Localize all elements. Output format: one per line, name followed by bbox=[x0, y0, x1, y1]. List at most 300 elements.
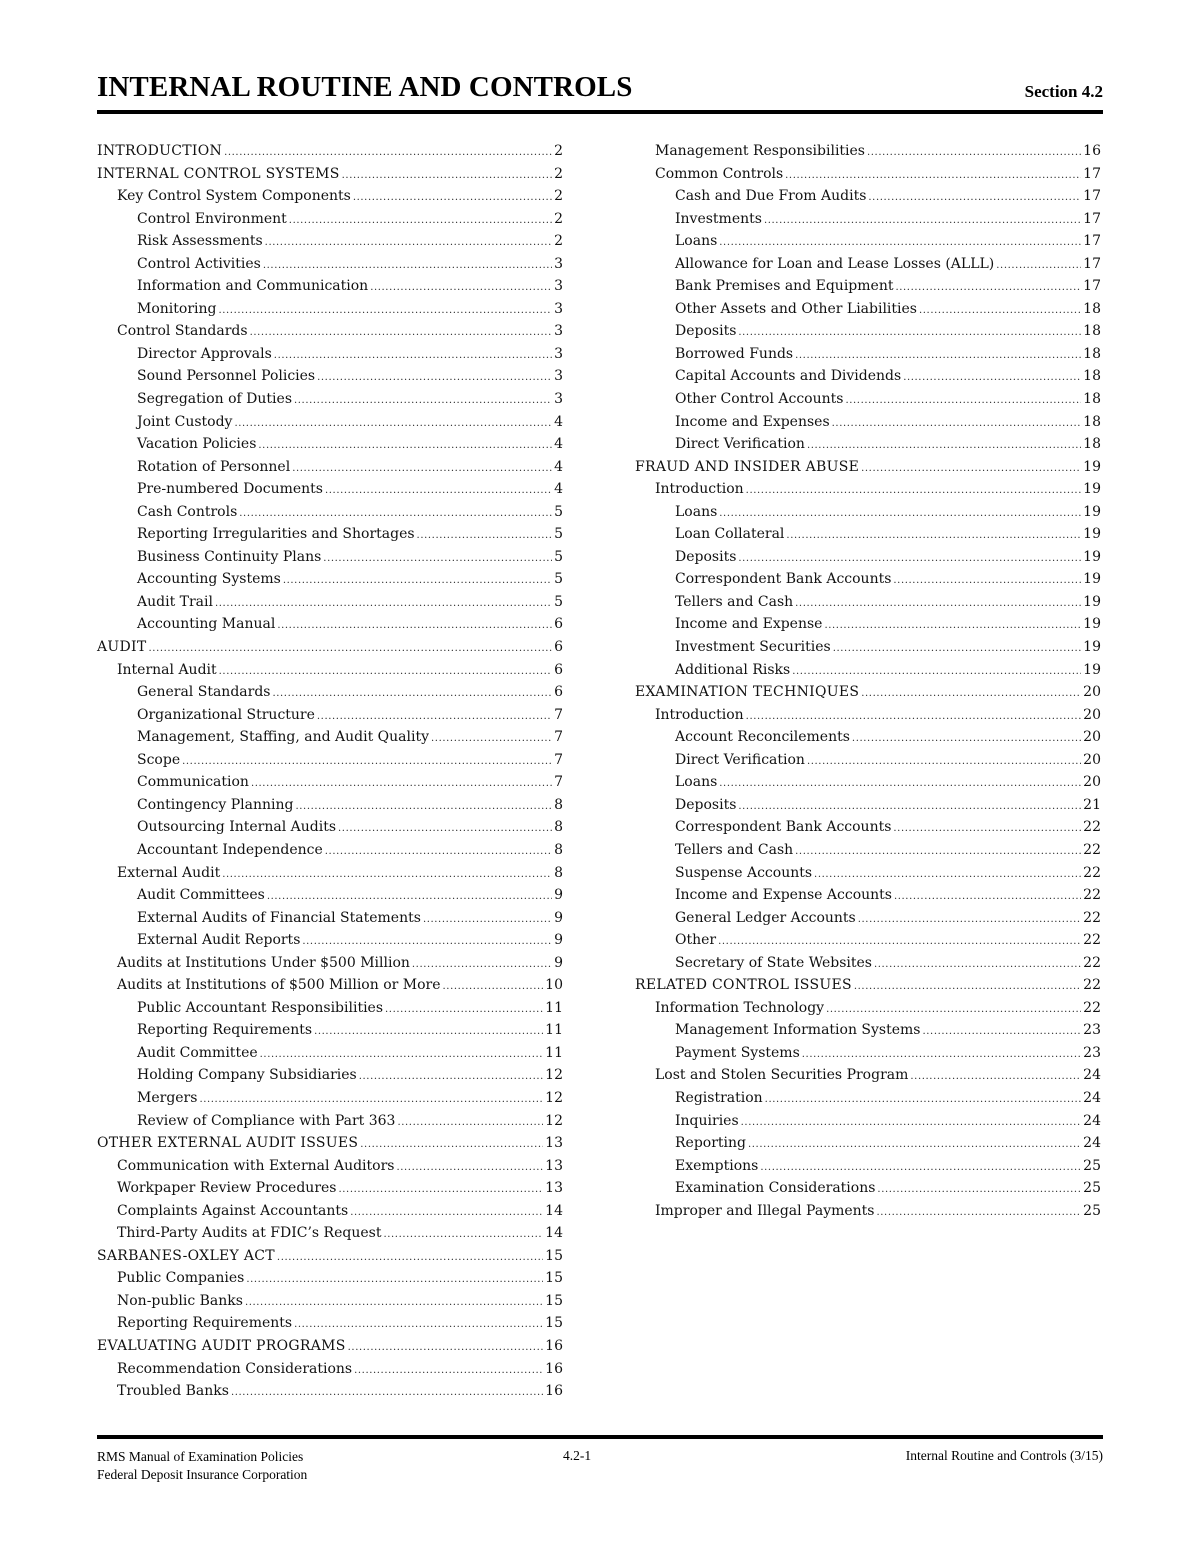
toc-entry-page: 7 bbox=[554, 751, 563, 768]
toc-leader-dots bbox=[893, 823, 1081, 834]
toc-entry[interactable] bbox=[97, 639, 563, 662]
toc-leader-dots bbox=[338, 823, 552, 834]
toc-leader-dots bbox=[370, 282, 552, 293]
toc-leader-dots bbox=[903, 372, 1081, 383]
toc-entry[interactable] bbox=[635, 594, 1101, 617]
toc-entry[interactable] bbox=[635, 143, 1101, 166]
toc-entry[interactable] bbox=[635, 887, 1101, 910]
toc-entry-label: Audits at Institutions Under $500 Million bbox=[117, 954, 410, 971]
toc-entry[interactable] bbox=[635, 774, 1101, 797]
toc-entry-page: 7 bbox=[554, 729, 563, 746]
toc-entry-label: Correspondent Bank Accounts bbox=[675, 819, 892, 836]
toc-leader-dots bbox=[874, 959, 1081, 970]
toc-entry[interactable] bbox=[635, 1135, 1101, 1158]
toc-entry[interactable] bbox=[635, 1067, 1101, 1090]
toc-leader-dots bbox=[867, 147, 1081, 158]
toc-leader-dots bbox=[250, 327, 553, 338]
toc-entry-label: Income and Expenses bbox=[675, 413, 830, 430]
toc-leader-dots bbox=[760, 1162, 1081, 1173]
toc-entry[interactable] bbox=[97, 955, 563, 978]
toc-leader-dots bbox=[785, 170, 1081, 181]
toc-entry[interactable] bbox=[635, 346, 1101, 369]
toc-entry[interactable] bbox=[635, 910, 1101, 933]
toc-entry[interactable] bbox=[97, 1180, 563, 1203]
toc-entry[interactable] bbox=[97, 662, 563, 685]
toc-entry-page: 4 bbox=[554, 458, 563, 475]
toc-leader-dots bbox=[833, 643, 1081, 654]
toc-entry-label: INTERNAL CONTROL SYSTEMS bbox=[97, 165, 340, 182]
toc-entry-page: 3 bbox=[554, 391, 563, 408]
toc-entry-page: 6 bbox=[554, 661, 563, 678]
toc-entry-label: Allowance for Loan and Lease Losses (ALLL) bbox=[675, 255, 995, 272]
toc-entry-label: Review of Compliance with Part 363 bbox=[137, 1112, 396, 1129]
toc-entry-label: Improper and Illegal Payments bbox=[655, 1202, 875, 1219]
toc-entry[interactable] bbox=[635, 729, 1101, 752]
footer-page-number: 4.2-1 bbox=[563, 1448, 592, 1463]
toc-entry[interactable] bbox=[97, 797, 563, 820]
toc-entry[interactable] bbox=[635, 166, 1101, 189]
toc-entry[interactable] bbox=[97, 932, 563, 955]
toc-entry-label: Mergers bbox=[137, 1089, 198, 1106]
toc-entry-page: 18 bbox=[1083, 368, 1101, 385]
toc-entry-label: Tellers and Cash bbox=[675, 841, 794, 858]
toc-leader-dots bbox=[267, 891, 552, 902]
toc-entry-page: 11 bbox=[545, 999, 563, 1016]
toc-entry[interactable] bbox=[635, 616, 1101, 639]
toc-entry[interactable] bbox=[635, 1045, 1101, 1068]
toc-entry-page: 22 bbox=[1083, 887, 1101, 904]
toc-leader-dots bbox=[289, 215, 552, 226]
toc-entry[interactable] bbox=[97, 684, 563, 707]
toc-entry[interactable] bbox=[97, 1203, 563, 1226]
toc-entry-page: 8 bbox=[554, 864, 563, 881]
toc-entry-page: 19 bbox=[1083, 548, 1101, 565]
toc-entry-page: 15 bbox=[545, 1247, 563, 1264]
toc-entry-page: 17 bbox=[1083, 233, 1101, 250]
toc-entry[interactable] bbox=[635, 459, 1101, 482]
toc-entry-page: 7 bbox=[554, 774, 563, 791]
toc-entry[interactable] bbox=[635, 526, 1101, 549]
toc-entry-page: 3 bbox=[554, 368, 563, 385]
toc-entry-page: 14 bbox=[545, 1202, 563, 1219]
toc-leader-dots bbox=[718, 936, 1081, 947]
toc-entry[interactable] bbox=[97, 1067, 563, 1090]
toc-entry[interactable] bbox=[635, 977, 1101, 1000]
toc-entry-label: FRAUD AND INSIDER ABUSE bbox=[635, 458, 860, 475]
toc-entry[interactable] bbox=[97, 1000, 563, 1023]
toc-entry[interactable] bbox=[97, 1045, 563, 1068]
toc-entry[interactable] bbox=[97, 346, 563, 369]
toc-leader-dots bbox=[852, 733, 1081, 744]
toc-entry[interactable] bbox=[635, 504, 1101, 527]
toc-leader-dots bbox=[814, 869, 1081, 880]
toc-leader-dots bbox=[245, 1297, 543, 1308]
toc-entry[interactable] bbox=[635, 278, 1101, 301]
toc-entry-label: Income and Expense bbox=[675, 616, 823, 633]
toc-leader-dots bbox=[323, 553, 552, 564]
toc-entry-page: 9 bbox=[554, 909, 563, 926]
toc-entry[interactable] bbox=[97, 301, 563, 324]
toc-entry[interactable] bbox=[635, 549, 1101, 572]
toc-entry-page: 19 bbox=[1083, 571, 1101, 588]
toc-entry-page: 20 bbox=[1083, 751, 1101, 768]
toc-leader-dots bbox=[224, 147, 552, 158]
toc-entry-page: 14 bbox=[545, 1225, 563, 1242]
toc-entry[interactable] bbox=[97, 1383, 563, 1406]
toc-entry-page: 15 bbox=[545, 1292, 563, 1309]
toc-entry-label: Vacation Policies bbox=[137, 436, 257, 453]
toc-leader-dots bbox=[845, 395, 1081, 406]
toc-entry[interactable] bbox=[97, 549, 563, 572]
toc-leader-dots bbox=[795, 598, 1081, 609]
toc-leader-dots bbox=[877, 1207, 1082, 1218]
toc-entry[interactable] bbox=[97, 842, 563, 865]
toc-entry-label: Reporting bbox=[675, 1135, 746, 1152]
toc-entry[interactable] bbox=[635, 571, 1101, 594]
toc-entry[interactable] bbox=[97, 616, 563, 639]
toc-entry[interactable] bbox=[97, 774, 563, 797]
toc-entry[interactable] bbox=[97, 481, 563, 504]
toc-leader-dots bbox=[325, 846, 552, 857]
toc-entry-label: Loans bbox=[675, 774, 718, 791]
toc-leader-dots bbox=[383, 1229, 543, 1240]
toc-leader-dots bbox=[858, 914, 1081, 925]
toc-entry-page: 4 bbox=[554, 481, 563, 498]
toc-entry-page: 22 bbox=[1083, 864, 1101, 881]
toc-entry[interactable] bbox=[635, 1180, 1101, 1203]
toc-entry-label: Audits at Institutions of $500 Million or More bbox=[117, 977, 441, 994]
toc-entry-page: 5 bbox=[554, 526, 563, 543]
toc-entry-page: 25 bbox=[1083, 1202, 1101, 1219]
toc-entry-page: 18 bbox=[1083, 345, 1101, 362]
toc-entry[interactable] bbox=[635, 797, 1101, 820]
toc-entry[interactable] bbox=[635, 1000, 1101, 1023]
toc-entry-page: 17 bbox=[1083, 210, 1101, 227]
toc-entry-label: Introduction bbox=[655, 481, 744, 498]
toc-entry-label: Introduction bbox=[655, 706, 744, 723]
toc-entry[interactable] bbox=[97, 1293, 563, 1316]
toc-leader-dots bbox=[765, 1094, 1082, 1105]
toc-entry-label: Contingency Planning bbox=[137, 796, 294, 813]
toc-entry[interactable] bbox=[97, 977, 563, 1000]
toc-entry-label: Sound Personnel Policies bbox=[137, 368, 316, 385]
toc-entry[interactable] bbox=[97, 1090, 563, 1113]
toc-entry[interactable] bbox=[635, 256, 1101, 279]
toc-leader-dots bbox=[868, 192, 1081, 203]
toc-entry[interactable] bbox=[635, 301, 1101, 324]
toc-entry-label: Bank Premises and Equipment bbox=[675, 278, 894, 295]
toc-entry-label: Investments bbox=[675, 210, 762, 227]
toc-entry-label: Recommendation Considerations bbox=[117, 1360, 353, 1377]
toc-entry[interactable] bbox=[635, 233, 1101, 256]
toc-leader-dots bbox=[741, 1117, 1082, 1128]
toc-leader-dots bbox=[353, 192, 552, 203]
toc-leader-dots bbox=[239, 508, 552, 519]
toc-entry-label: Audit Trail bbox=[137, 593, 213, 610]
toc-entry[interactable] bbox=[97, 1135, 563, 1158]
toc-entry-label: Troubled Banks bbox=[117, 1383, 229, 1400]
toc-entry[interactable] bbox=[97, 211, 563, 234]
toc-entry-page: 19 bbox=[1083, 526, 1101, 543]
toc-leader-dots bbox=[218, 305, 552, 316]
toc-entry-label: Loan Collateral bbox=[675, 526, 785, 543]
toc-leader-dots bbox=[222, 869, 552, 880]
toc-leader-dots bbox=[795, 350, 1081, 361]
toc-entry[interactable] bbox=[97, 1270, 563, 1293]
toc-entry[interactable] bbox=[97, 504, 563, 527]
toc-leader-dots bbox=[260, 1049, 544, 1060]
toc-entry-label: Suspense Accounts bbox=[675, 864, 813, 881]
toc-entry-page: 25 bbox=[1083, 1157, 1101, 1174]
toc-entry-label: Deposits bbox=[675, 323, 737, 340]
toc-entry-page: 11 bbox=[545, 1022, 563, 1039]
toc-entry-label: Audit Committee bbox=[137, 1044, 258, 1061]
toc-entry-label: Capital Accounts and Dividends bbox=[675, 368, 902, 385]
toc-entry-label: External Audit Reports bbox=[137, 932, 301, 949]
toc-entry[interactable] bbox=[97, 526, 563, 549]
toc-entry[interactable] bbox=[635, 414, 1101, 437]
toc-entry[interactable] bbox=[97, 256, 563, 279]
toc-entry-page: 18 bbox=[1083, 300, 1101, 317]
toc-entry[interactable] bbox=[635, 1203, 1101, 1226]
toc-entry[interactable] bbox=[97, 166, 563, 189]
toc-entry-page: 19 bbox=[1083, 503, 1101, 520]
toc-entry[interactable] bbox=[97, 436, 563, 459]
toc-entry[interactable] bbox=[97, 1315, 563, 1338]
toc-entry[interactable] bbox=[97, 707, 563, 730]
toc-entry[interactable] bbox=[635, 436, 1101, 459]
toc-leader-dots bbox=[719, 778, 1081, 789]
toc-leader-dots bbox=[234, 418, 552, 429]
toc-leader-dots bbox=[738, 801, 1081, 812]
toc-entry[interactable] bbox=[635, 481, 1101, 504]
toc-entry[interactable] bbox=[97, 571, 563, 594]
toc-entry-page: 5 bbox=[554, 571, 563, 588]
toc-entry-label: Complaints Against Accountants bbox=[117, 1202, 349, 1219]
section-number: Section 4.2 bbox=[1024, 82, 1103, 101]
toc-leader-dots bbox=[385, 1004, 543, 1015]
toc-entry[interactable] bbox=[97, 1022, 563, 1045]
toc-entry-label: Scope bbox=[137, 751, 181, 768]
page-header bbox=[97, 70, 1103, 114]
toc-entry-page: 22 bbox=[1083, 909, 1101, 926]
toc-leader-dots bbox=[910, 1071, 1081, 1082]
toc-entry-page: 6 bbox=[554, 616, 563, 633]
toc-leader-dots bbox=[359, 1071, 543, 1082]
toc-entry-label: Common Controls bbox=[655, 165, 784, 182]
toc-entry-label: Business Continuity Plans bbox=[137, 548, 322, 565]
toc-entry-label: Control Activities bbox=[137, 255, 261, 272]
toc-entry[interactable] bbox=[97, 233, 563, 256]
toc-entry-page: 19 bbox=[1083, 661, 1101, 678]
toc-entry-label: Other bbox=[675, 932, 717, 949]
toc-entry-page: 4 bbox=[554, 436, 563, 453]
toc-entry-label: Audit Committees bbox=[137, 887, 265, 904]
toc-entry-page: 3 bbox=[554, 345, 563, 362]
toc-entry-label: External Audit bbox=[117, 864, 221, 881]
toc-entry[interactable] bbox=[97, 1158, 563, 1181]
toc-entry-label: Control Standards bbox=[117, 323, 248, 340]
toc-entry-label: External Audits of Financial Statements bbox=[137, 909, 421, 926]
toc-leader-dots bbox=[807, 756, 1081, 767]
toc-leader-dots bbox=[277, 1252, 543, 1263]
toc-leader-dots bbox=[861, 463, 1081, 474]
toc-entry-label: Director Approvals bbox=[137, 345, 272, 362]
toc-right-column bbox=[635, 143, 1101, 1225]
toc-leader-dots bbox=[317, 711, 552, 722]
toc-entry-page: 19 bbox=[1083, 639, 1101, 656]
toc-leader-dots bbox=[417, 530, 553, 541]
toc-entry-label: General Standards bbox=[137, 684, 271, 701]
toc-entry-page: 22 bbox=[1083, 932, 1101, 949]
toc-entry[interactable] bbox=[635, 955, 1101, 978]
toc-entry[interactable] bbox=[97, 1361, 563, 1384]
toc-entry-page: 9 bbox=[554, 954, 563, 971]
page-footer bbox=[97, 1435, 1103, 1482]
toc-entry[interactable] bbox=[97, 143, 563, 166]
toc-entry-page: 12 bbox=[545, 1112, 563, 1129]
toc-entry-label: Deposits bbox=[675, 796, 737, 813]
toc-entry[interactable] bbox=[97, 910, 563, 933]
toc-entry[interactable] bbox=[635, 662, 1101, 685]
toc-entry-label: Public Companies bbox=[117, 1270, 245, 1287]
toc-entry[interactable] bbox=[635, 323, 1101, 346]
toc-entry-label: RELATED CONTROL ISSUES bbox=[635, 977, 852, 994]
toc-entry[interactable] bbox=[635, 1090, 1101, 1113]
toc-entry-label: Additional Risks bbox=[675, 661, 791, 678]
toc-entry-page: 25 bbox=[1083, 1180, 1101, 1197]
toc-entry-label: Segregation of Duties bbox=[137, 391, 292, 408]
toc-leader-dots bbox=[294, 1319, 543, 1330]
toc-leader-dots bbox=[314, 1026, 543, 1037]
toc-leader-dots bbox=[215, 598, 552, 609]
toc-entry-page: 19 bbox=[1083, 458, 1101, 475]
toc-entry-label: Communication bbox=[137, 774, 249, 791]
toc-entry-page: 15 bbox=[545, 1315, 563, 1332]
toc-entry-page: 3 bbox=[554, 323, 563, 340]
toc-entry-page: 10 bbox=[545, 977, 563, 994]
toc-entry-label: Communication with External Auditors bbox=[117, 1157, 395, 1174]
toc-entry[interactable] bbox=[97, 729, 563, 752]
toc-entry-label: Information Technology bbox=[655, 999, 825, 1016]
toc-entry[interactable] bbox=[97, 414, 563, 437]
toc-entry[interactable] bbox=[635, 1022, 1101, 1045]
toc-entry-page: 18 bbox=[1083, 436, 1101, 453]
toc-entry-page: 3 bbox=[554, 255, 563, 272]
toc-entry[interactable] bbox=[97, 1248, 563, 1271]
toc-leader-dots bbox=[272, 688, 552, 699]
toc-entry[interactable] bbox=[635, 752, 1101, 775]
toc-leader-dots bbox=[354, 1365, 543, 1376]
toc-entry[interactable] bbox=[635, 865, 1101, 888]
toc-entry-label: Correspondent Bank Accounts bbox=[675, 571, 892, 588]
toc-entry-page: 18 bbox=[1083, 413, 1101, 430]
toc-entry[interactable] bbox=[635, 932, 1101, 955]
toc-leader-dots bbox=[338, 1184, 543, 1195]
toc-entry[interactable] bbox=[97, 368, 563, 391]
toc-entry-page: 24 bbox=[1083, 1089, 1101, 1106]
toc-leader-dots bbox=[893, 575, 1081, 586]
toc-entry-page: 22 bbox=[1083, 954, 1101, 971]
toc-entry-label: Accounting Systems bbox=[137, 571, 281, 588]
toc-entry[interactable] bbox=[635, 1158, 1101, 1181]
toc-entry[interactable] bbox=[97, 1113, 563, 1136]
toc-entry-page: 22 bbox=[1083, 977, 1101, 994]
toc-entry[interactable] bbox=[97, 594, 563, 617]
toc-leader-dots bbox=[922, 1026, 1081, 1037]
toc-entry-page: 20 bbox=[1083, 684, 1101, 701]
toc-leader-dots bbox=[746, 485, 1082, 496]
footer-left bbox=[97, 1448, 307, 1484]
toc-entry-page: 5 bbox=[554, 503, 563, 520]
toc-entry[interactable] bbox=[97, 278, 563, 301]
toc-entry-label: Inquiries bbox=[675, 1112, 739, 1129]
toc-entry[interactable] bbox=[97, 1225, 563, 1248]
toc-entry-label: Workpaper Review Procedures bbox=[117, 1180, 337, 1197]
toc-leader-dots bbox=[423, 914, 552, 925]
toc-entry-label: Account Reconcilements bbox=[675, 729, 850, 746]
toc-entry-label: Direct Verification bbox=[675, 751, 805, 768]
toc-entry-page: 3 bbox=[554, 278, 563, 295]
toc-entry[interactable] bbox=[635, 211, 1101, 234]
toc-entry-label: Monitoring bbox=[137, 300, 217, 317]
toc-entry-page: 17 bbox=[1083, 255, 1101, 272]
toc-leader-dots bbox=[412, 959, 552, 970]
toc-entry-page: 8 bbox=[554, 841, 563, 858]
toc-entry[interactable] bbox=[97, 459, 563, 482]
toc-entry[interactable] bbox=[97, 887, 563, 910]
toc-entry-label: Reporting Requirements bbox=[137, 1022, 313, 1039]
toc-entry[interactable] bbox=[635, 819, 1101, 842]
toc-entry-label: Accounting Manual bbox=[137, 616, 276, 633]
toc-entry[interactable] bbox=[97, 1338, 563, 1361]
toc-entry[interactable] bbox=[97, 391, 563, 414]
toc-entry[interactable] bbox=[635, 707, 1101, 730]
toc-entry-page: 5 bbox=[554, 593, 563, 610]
toc-entry[interactable] bbox=[635, 842, 1101, 865]
toc-entry-page: 19 bbox=[1083, 481, 1101, 498]
toc-leader-dots bbox=[748, 1139, 1081, 1150]
toc-leader-dots bbox=[738, 327, 1081, 338]
toc-leader-dots bbox=[182, 756, 552, 767]
toc-entry[interactable] bbox=[635, 1113, 1101, 1136]
toc-entry[interactable] bbox=[97, 819, 563, 842]
toc-entry[interactable] bbox=[97, 865, 563, 888]
toc-leader-dots bbox=[996, 260, 1081, 271]
toc-entry-page: 20 bbox=[1083, 774, 1101, 791]
toc-entry-label: Management, Staffing, and Audit Quality bbox=[137, 729, 430, 746]
toc-leader-dots bbox=[219, 666, 552, 677]
toc-entry[interactable] bbox=[635, 188, 1101, 211]
toc-leader-dots bbox=[258, 440, 552, 451]
toc-leader-dots bbox=[919, 305, 1081, 316]
toc-entry-label: Investment Securities bbox=[675, 639, 831, 656]
toc-entry-label: Joint Custody bbox=[137, 413, 233, 430]
toc-entry-label: Income and Expense Accounts bbox=[675, 887, 892, 904]
toc-entry[interactable] bbox=[97, 752, 563, 775]
toc-entry-page: 22 bbox=[1083, 841, 1101, 858]
toc-entry[interactable] bbox=[635, 368, 1101, 391]
toc-entry[interactable] bbox=[635, 391, 1101, 414]
toc-entry[interactable] bbox=[97, 188, 563, 211]
toc-leader-dots bbox=[302, 936, 552, 947]
toc-entry-page: 2 bbox=[554, 188, 563, 205]
toc-entry[interactable] bbox=[635, 684, 1101, 707]
toc-entry-page: 8 bbox=[554, 819, 563, 836]
toc-entry[interactable] bbox=[635, 639, 1101, 662]
toc-entry[interactable] bbox=[97, 323, 563, 346]
toc-leader-dots bbox=[274, 350, 552, 361]
